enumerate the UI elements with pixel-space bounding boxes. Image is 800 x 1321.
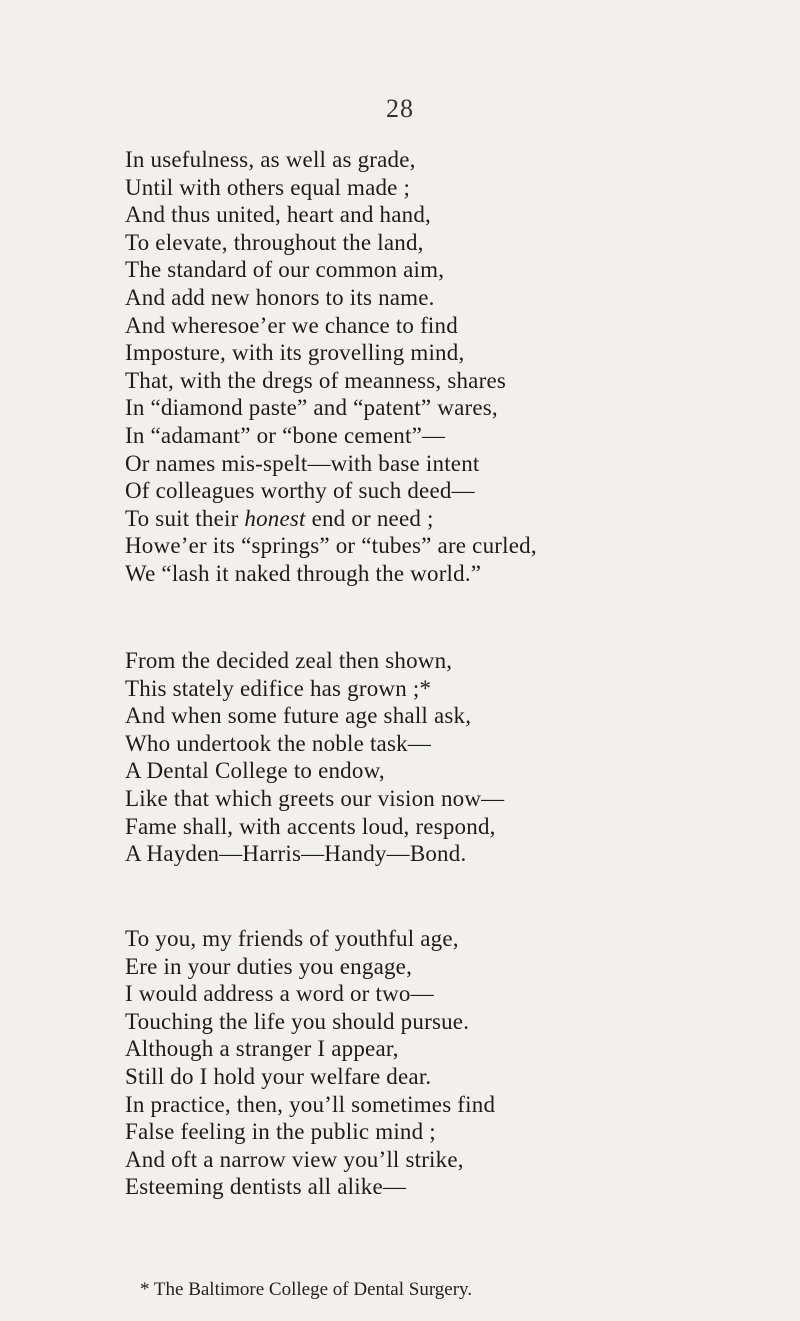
poem-line: And add new honors to its name. bbox=[125, 284, 435, 310]
poem-line: Esteeming dentists all alike— bbox=[125, 1174, 407, 1200]
poem-line: In “diamond paste” and “patent” wares, bbox=[125, 395, 498, 421]
poem-line: Who undertook the noble task— bbox=[125, 730, 432, 756]
poem-line: A Hayden—Harris—Handy—Bond. bbox=[125, 841, 467, 867]
page-number: 28 bbox=[386, 94, 414, 123]
line-text: To suit their bbox=[125, 505, 245, 531]
stanza-2 bbox=[125, 647, 765, 868]
poem-line: I would address a word or two— bbox=[125, 981, 434, 1007]
poem-line: This stately edifice has grown ;* bbox=[125, 675, 432, 701]
poem-line: From the decided zeal then shown, bbox=[125, 648, 453, 673]
footnote: * The Baltimore College of Dental Surgery. bbox=[140, 1279, 473, 1300]
poem-line: And wheresoe’er we chance to find bbox=[125, 312, 458, 338]
poem-line: Although a stranger I appear, bbox=[125, 1036, 399, 1062]
poem-line: Ere in your duties you engage, bbox=[125, 953, 413, 979]
poem-line: In usefulness, as well as grade, bbox=[125, 147, 416, 172]
poem-line: Still do I hold your welfare dear. bbox=[125, 1063, 432, 1089]
poem-line: Or names mis-spelt—with base intent bbox=[125, 450, 480, 476]
poem-line: Like that which greets our vision now— bbox=[125, 785, 505, 811]
poem-line: To elevate, throughout the land, bbox=[125, 229, 424, 255]
poem-line: In “adamant” or “bone cement”— bbox=[125, 422, 446, 448]
poem-line: Imposture, with its grovelling mind, bbox=[125, 340, 465, 366]
poem-line: A Dental College to endow, bbox=[125, 758, 385, 784]
line-text: end or need ; bbox=[305, 505, 434, 531]
poem-line: We “lash it naked through the world.” bbox=[125, 560, 482, 586]
stanza-3 bbox=[125, 925, 765, 1201]
poem-line: Until with others equal made ; bbox=[125, 174, 411, 200]
poem-line: Howe’er its “springs” or “tubes” are curled, bbox=[125, 533, 537, 559]
poem-line: The standard of our common aim, bbox=[125, 257, 445, 283]
poem-line: And oft a narrow view you’ll strike, bbox=[125, 1146, 464, 1172]
poem-line: To you, my friends of youthful age, bbox=[125, 926, 459, 951]
italic-word: honest bbox=[244, 505, 306, 531]
poem-line: In practice, then, you’ll sometimes find bbox=[125, 1091, 496, 1117]
poem-line: Fame shall, with accents loud, respond, bbox=[125, 813, 496, 839]
poem-line: False feeling in the public mind ; bbox=[125, 1119, 436, 1145]
poem-line: And when some future age shall ask, bbox=[125, 703, 472, 729]
poem-line: Touching the life you should pursue. bbox=[125, 1008, 470, 1034]
stanza-1 bbox=[125, 146, 765, 588]
poem-line: And thus united, heart and hand, bbox=[125, 202, 431, 228]
poem-line-italic bbox=[125, 505, 765, 533]
poem-line: That, with the dregs of meanness, shares bbox=[125, 367, 507, 393]
poem-line: Of colleagues worthy of such deed— bbox=[125, 478, 475, 504]
